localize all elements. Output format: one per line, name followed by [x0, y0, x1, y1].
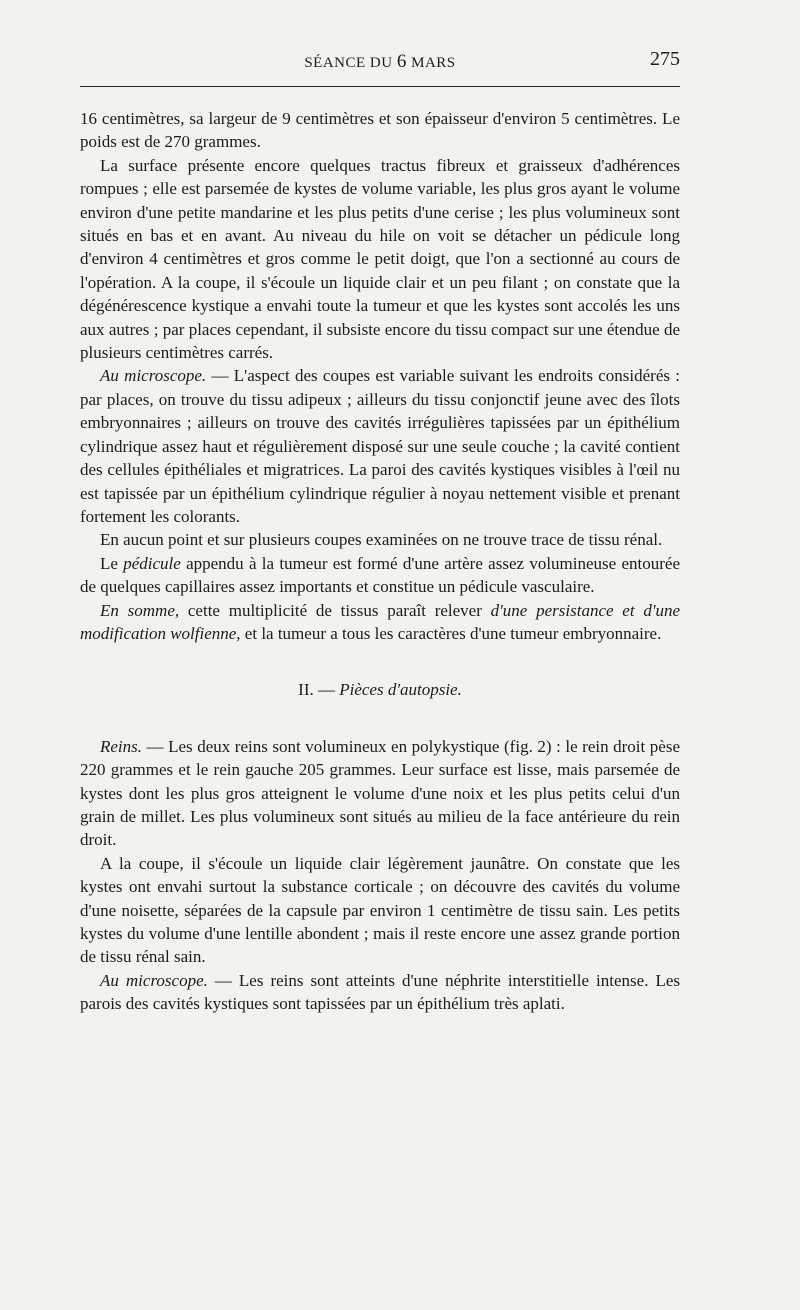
microscope-text: — L'aspect des coupes est variable suivant les endroits considérés : par places, on trouve du tissu adipeux ; ailleurs du tissu conjonctif jeune avec des îlots embryonnaires ; ailleurs on trouve des cavités irrégulières tapissées par un épithélium cylindrique assez haut et régulièrement disposé sur une seule couche ; la cavité contient des cellules épithéliales et migratrices. La paroi des cavités kystiques visibles à l'œil nu est tapissée par un épithélium cylindrique régulier à noyau nettement visible et prenant fortement les colorants. [80, 366, 681, 526]
page-number: 275 [650, 48, 680, 70]
paragraph-continuation: 16 centimètres, sa largeur de 9 centimètres et son épaisseur d'environ 5 centimètres. Le poids est de 270 grammes. [80, 109, 680, 152]
paragraph-microscope-2 [80, 969, 680, 1016]
running-header [80, 48, 680, 72]
pedicule-text-a: Le [100, 553, 124, 573]
paragraph-microscope [80, 364, 680, 528]
section-title: Pièces d'autopsie. [339, 680, 462, 700]
microscope-heading-2: Au microscope. [100, 970, 208, 990]
conclusion-italic-b: d'une persistance et d'une modification wolfienne, [80, 600, 681, 643]
conclusion-text-b: et la tumeur a tous les caractères d'une tumeur embryonnaire. [240, 623, 662, 643]
paragraph-coupe: A la coupe, il s'écoule un liquide clair légèrement jaunâtre. On constate que les kystes ont envahi surtout la substance corticale ; on découvre des cavités du volume d'une noisette, séparées de la capsule par environ 1 centimètre de tissu sain. Les petits kystes du volume d'une lentille abondent ; mais il reste encore une assez grande portion de tissu rénal sain. [80, 853, 680, 967]
conclusion-italic-a: En somme, [100, 600, 180, 620]
paragraph-renal-tissue: En aucun point et sur plusieurs coupes examinées on ne trouve trace de tissu rénal. [100, 530, 663, 550]
header-rule [80, 86, 680, 87]
reins-text: — Les deux reins sont volumineux en polykystique (fig. 2) : le rein droit pèse 220 grammes et le rein gauche 205 grammes. Leur surface est lisse, mais parsemée de kystes dont les plus gros atteignent le volume d'une noix et les plus petits celui d'un grain de millet. Les plus volumineux sont situés au milieu de la face antérieure du rein droit. [80, 736, 680, 850]
header-title-suffix: MARS [411, 55, 456, 71]
conclusion-text-a: cette multiplicité de tissus paraît relever [179, 600, 491, 620]
body-text [80, 107, 680, 1016]
reins-heading: Reins. [100, 736, 143, 756]
microscope-heading: Au microscope. [100, 366, 207, 386]
pedicule-text-b: appendu à la tumeur est formé d'une artère assez volumineuse entourée de quelques capillaires assez importants et constitue un pédicule vasculaire. [80, 553, 680, 597]
section-heading [80, 678, 680, 701]
section-numeral: II. — [298, 680, 340, 700]
paragraph-conclusion [80, 599, 680, 646]
microscope-text-2: — Les reins sont atteints d'une néphrite interstitielle intense. Les parois des cavités kystiques sont tapissées par un épithélium très aplati. [80, 970, 681, 1014]
paragraph-reins [80, 735, 680, 852]
header-title-prefix: SÉANCE DU [304, 55, 393, 71]
header-title-number: 6 [396, 51, 407, 72]
paragraph-surface: La surface présente encore quelques tractus fibreux et graisseux d'adhérences rompues ; elle est parsemée de kystes de volume variable, les plus gros ayant le volume environ d'une petite mandarine et les plus petits d'une cerise ; les plus volumineux sont situés en bas et en avant. Au niveau du hile on voit se détacher un pédicule long d'environ 4 centimètres et gros comme le petit doigt, que l'on a sectionné au cours de l'opération. A la coupe, il s'écoule un liquide clair et un peu filant ; on constate que la dégénérescence kystique a envahi toute la tumeur et que les kystes sont accolés les uns aux autres ; par places cependant, il subsiste encore du tissu compact sur une étendue de plusieurs centimètres carrés. [80, 155, 680, 363]
pedicule-italic: pédicule [123, 553, 181, 573]
header-title [80, 51, 680, 73]
paragraph-pedicule [80, 552, 680, 599]
